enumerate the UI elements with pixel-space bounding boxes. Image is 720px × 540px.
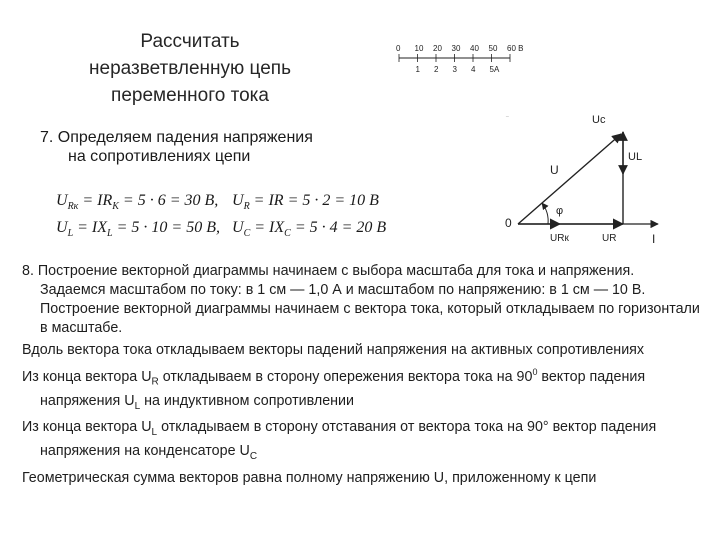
scale-current-label: 2	[434, 65, 439, 74]
formula-ur: $U_R$ = IR = 5 · 2 = 10 В	[232, 192, 379, 213]
title-line-2: неразветвленную цепь	[89, 58, 291, 79]
vector-diagram	[380, 36, 700, 254]
scale-current-label: 4	[471, 65, 476, 74]
label-ul: UL	[628, 151, 643, 163]
step-7-line-2: на сопротивлениях цепи	[68, 148, 251, 165]
scale-voltage-label: 60 В	[507, 44, 524, 53]
paragraph-2: Вдоль вектора тока откладываем векторы падений напряжения на активных сопротивлениях	[22, 342, 645, 358]
paragraph-4: Из конца вектора $U_L$ откладываем в сторону отставания от вектора тока на 90° вектор падения напряжения на конденсаторе $U_C$	[22, 419, 657, 463]
scale-current-labels	[416, 65, 500, 74]
label-i: I	[652, 232, 656, 246]
title-line-1: Рассчитать	[140, 31, 240, 52]
label-origin: 0	[505, 216, 512, 230]
scale-voltage-label: 50	[488, 44, 498, 53]
label-ur: UR	[602, 233, 617, 244]
scale-current-label: 3	[452, 65, 457, 74]
scale-current-label: 1	[415, 65, 420, 74]
formula-ul: $U_L = IX_L = 5 \cdot 10 = 50$ В,	[56, 219, 220, 240]
title-line-3: переменного тока	[111, 85, 269, 106]
scale-voltage-labels	[396, 44, 523, 53]
scale-voltage-label: 0	[396, 44, 401, 53]
scale-voltage-label: 30	[451, 44, 461, 53]
label-u: U	[550, 163, 559, 177]
scale-voltage-label: 40	[470, 44, 479, 53]
formula-urk: $U_{Rк} = IR_К = 5 \cdot 6 = 30$ В,	[56, 192, 219, 213]
scale-marker: _	[506, 112, 509, 118]
label-urk: URк	[550, 233, 569, 244]
paragraph-1: 8. Построение векторной диаграммы начинаем с выбора масштаба для тока и напряжения. Задаемся масштабом по току: в 1 см — 1,0 А и масштабом по напряжению: в 1 см — 10 В. Построение векторной диаграммы начинаем с вектора тока, который откладываем по горизонтали в масштабе.	[22, 263, 700, 336]
label-uc: Uc	[592, 114, 606, 126]
paragraph-5: Геометрическая сумма векторов равна полному напряжению U, приложенному к цепи	[22, 470, 597, 487]
paragraph-3: Из конца вектора $U_R$ откладываем в сторону опережения вектора тока на $90^0$ вектор падения напряжения $U_L$ на индуктивном сопротивлении	[22, 367, 646, 412]
slide-title	[40, 28, 340, 109]
explanation-text	[22, 262, 702, 491]
vector-u	[518, 134, 621, 224]
formula-uc: $U_C = IX_C = 5 \cdot 4 = 20$ В	[232, 219, 387, 240]
label-phi: φ	[556, 205, 564, 217]
scale-current-label: 5А	[489, 65, 500, 74]
step-7-heading	[40, 128, 370, 166]
phi-arc	[542, 203, 548, 224]
step-7-line-1: 7. Определяем падения напряжения	[40, 129, 313, 146]
scale-voltage-label: 20	[433, 44, 442, 53]
scale-voltage-label: 10	[414, 44, 424, 53]
